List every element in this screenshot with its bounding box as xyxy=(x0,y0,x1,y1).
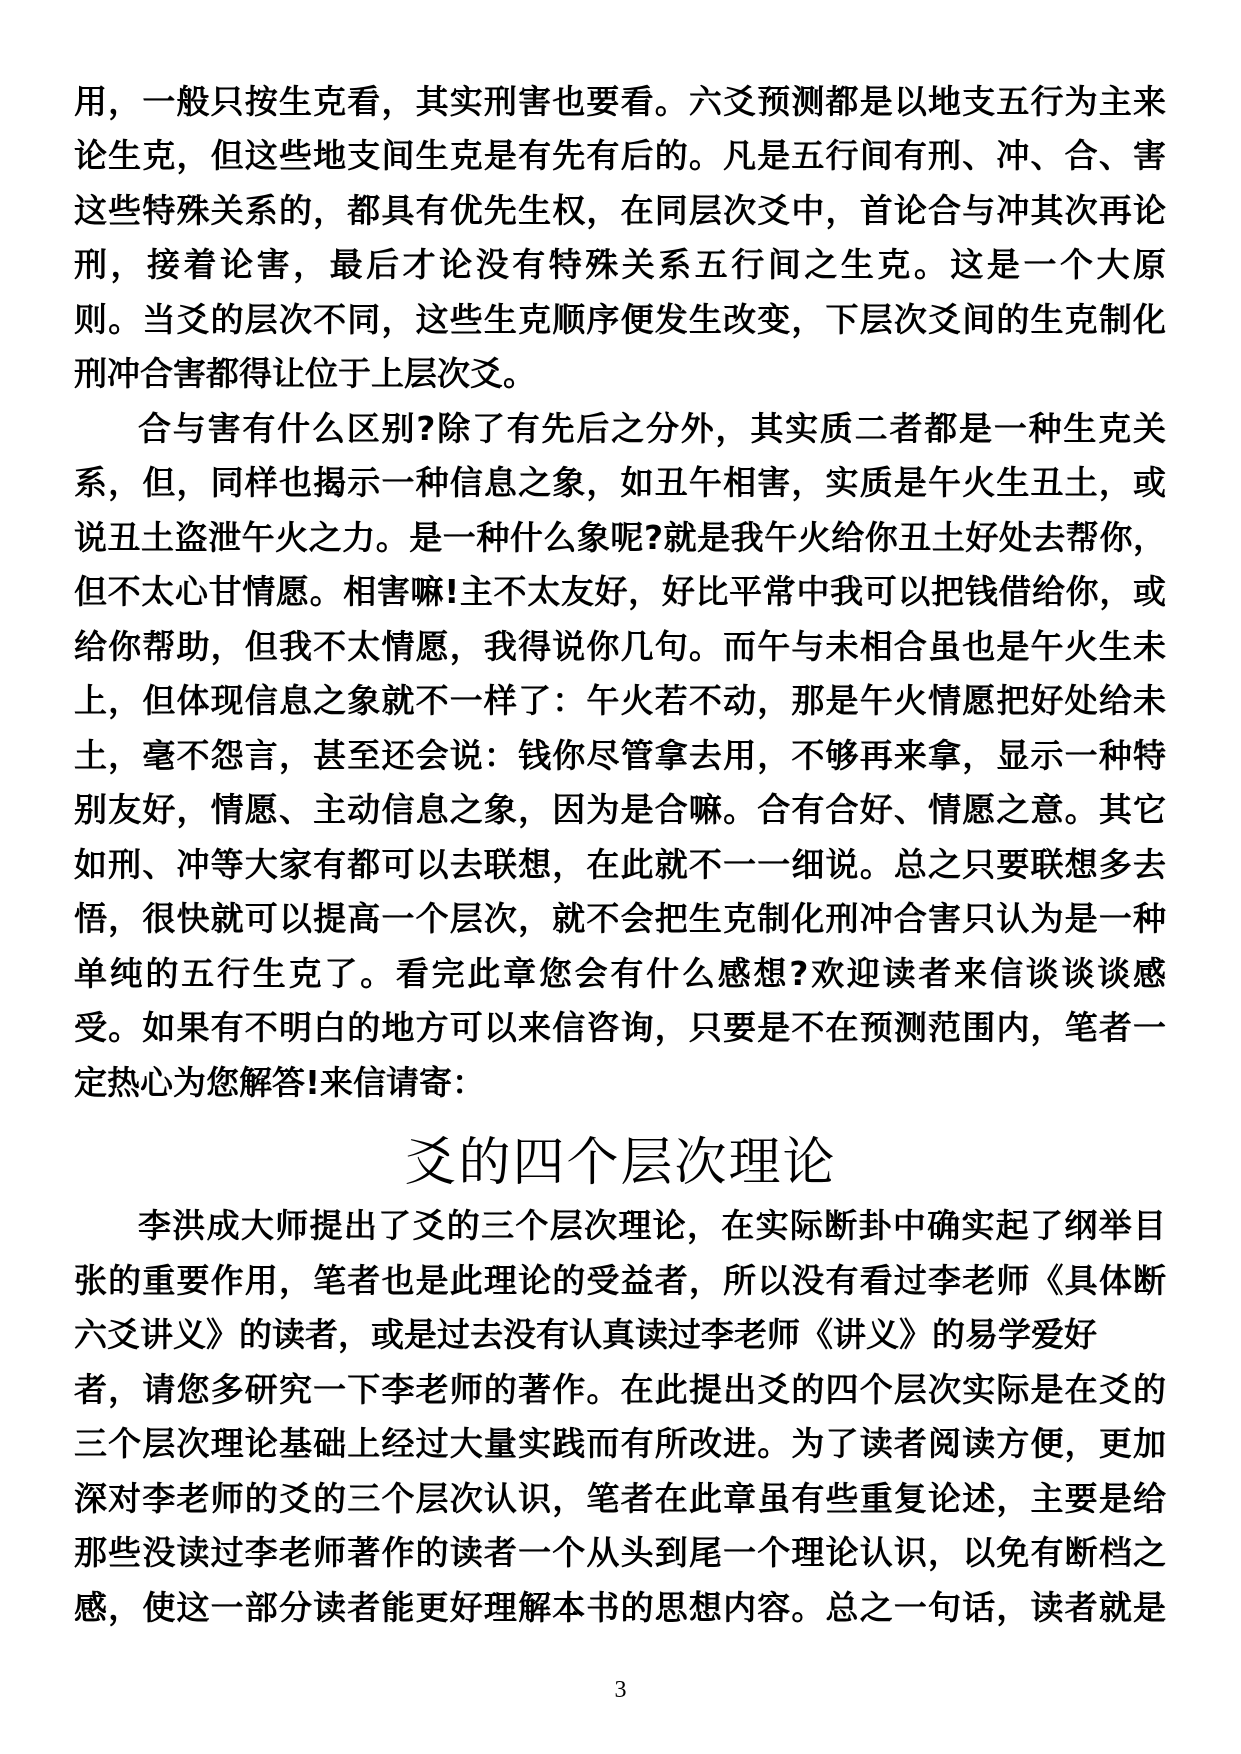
paragraph-line: 那些没读过李老师著作的读者一个从头到尾一个理论认识，以免有断档之 xyxy=(74,1533,1166,1572)
section-title: 爻的四个层次理论 xyxy=(404,1133,837,1193)
paragraph-line: 者，请您多研究一下李老师的著作。在此提出爻的四个层次实际是在爻的 xyxy=(74,1370,1166,1409)
page-number: 3 xyxy=(614,1677,627,1703)
paragraph-line: 别友好，情愿、主动信息之象，因为是合嘛。合有合好、情愿之意。其它 xyxy=(74,790,1166,829)
paragraph-line: 系，但，同样也揭示一种信息之象，如丑午相害，实质是午火生丑土，或 xyxy=(74,463,1166,502)
paragraph-line: 李洪成大师提出了爻的三个层次理论，在实际断卦中确实起了纲举目 xyxy=(138,1206,1166,1245)
paragraph-line: 六爻讲义》的读者，或是过去没有认真读过李老师《讲义》的易学爱好 xyxy=(74,1315,1097,1354)
paragraph-line: 刑冲合害都得让位于上层次爻。 xyxy=(74,354,536,393)
paragraph-line: 土，毫不怨言，甚至还会说：钱你尽管拿去用，不够再来拿，显示一种特 xyxy=(74,736,1166,775)
paragraph-line: 张的重要作用，笔者也是此理论的受益者，所以没有看过李老师《具体断 xyxy=(74,1261,1166,1300)
paragraph-line: 论生克，但这些地支间生克是有先有后的。凡是五行间有刑、冲、合、害 xyxy=(74,136,1166,175)
paragraph-line: 深对李老师的爻的三个层次认识，笔者在此章虽有些重复论述，主要是给 xyxy=(74,1479,1166,1518)
paragraph-line: 用，一般只按生克看，其实刑害也要看。六爻预测都是以地支五行为主来 xyxy=(74,82,1166,121)
paragraph-line: 则。当爻的层次不同，这些生克顺序便发生改变，下层次爻间的生克制化 xyxy=(74,300,1166,339)
paragraph-line: 受。如果有不明白的地方可以来信咨询，只要是不在预测范围内，笔者一 xyxy=(74,1008,1166,1047)
paragraph-line: 但不太心甘情愿。相害嘛!主不太友好，好比平常中我可以把钱借给你，或 xyxy=(74,572,1166,611)
paragraph-line: 感，使这一部分读者能更好理解本书的思想内容。总之一句话，读者就是 xyxy=(74,1588,1166,1627)
paragraph-line: 悟，很快就可以提高一个层次，就不会把生克制化刑冲合害只认为是一种 xyxy=(74,899,1166,938)
paragraph-line: 定热心为您解答!来信请寄： xyxy=(74,1063,486,1102)
paragraph-line: 上，但体现信息之象就不一样了：午火若不动，那是午火情愿把好处给未 xyxy=(74,681,1166,720)
paragraph-line: 如刑、冲等大家有都可以去联想，在此就不一一细说。总之只要联想多去 xyxy=(74,845,1166,884)
paragraph-line: 三个层次理论基础上经过大量实践而有所改进。为了读者阅读方便，更加 xyxy=(74,1424,1166,1463)
paragraph-line: 给你帮助，但我不太情愿，我得说你几句。而午与未相合虽也是午火生未 xyxy=(74,627,1166,666)
paragraph-line: 刑，接着论害，最后才论没有特殊关系五行间之生克。这是一个大原 xyxy=(74,245,1166,284)
paragraph-line: 单纯的五行生克了。看完此章您会有什么感想?欢迎读者来信谈谈谈感 xyxy=(74,954,1166,993)
paragraph-line: 这些特殊关系的，都具有优先生权，在同层次爻中，首论合与冲其次再论 xyxy=(74,191,1166,230)
paragraph-line: 合与害有什么区别?除了有先后之分外，其实质二者都是一种生克关 xyxy=(138,409,1166,448)
paragraph-line: 说丑土盗泄午火之力。是一种什么象呢?就是我午火给你丑土好处去帮你， xyxy=(74,518,1166,557)
